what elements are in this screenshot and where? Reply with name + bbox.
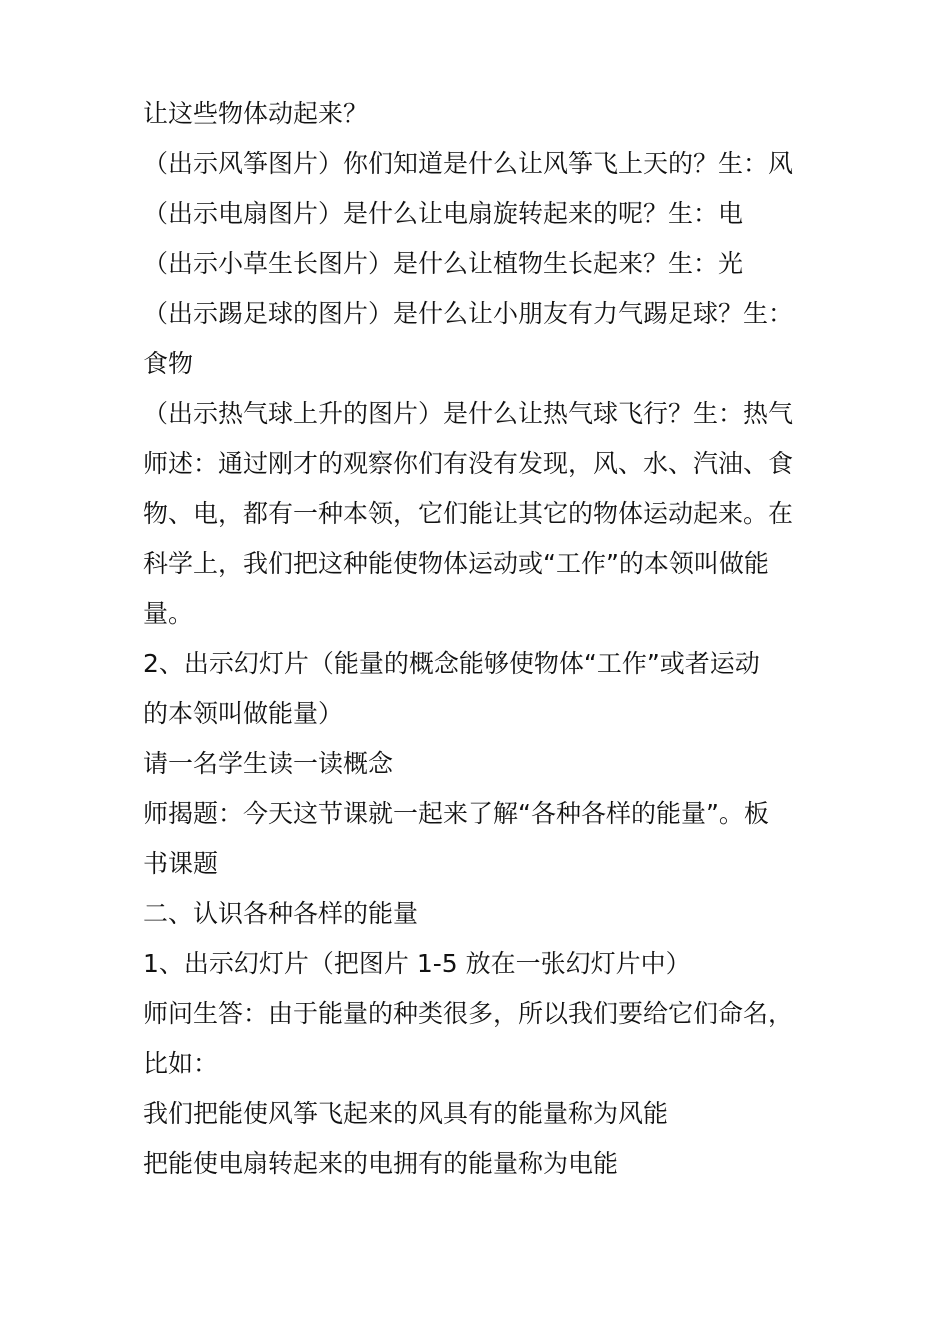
text-line: （出示风筝图片）你们知道是什么让风筝飞上天的？生：风: [143, 149, 794, 178]
text-line: （出示踢足球的图片）是什么让小朋友有力气踢足球？生：: [143, 299, 794, 328]
text-line: 的本领叫做能量）: [143, 699, 344, 728]
text-line: 2、出示幻灯片（能量的概念能够使物体“工作”或者运动: [143, 649, 760, 678]
text-line: 比如：: [143, 1049, 219, 1078]
text-line: 物、电，都有一种本领，它们能让其它的物体运动起来。在: [143, 499, 794, 528]
document-body: [143, 89, 811, 1189]
text-line: （出示小草生长图片）是什么让植物生长起来？生：光: [143, 249, 744, 278]
text-line: （出示热气球上升的图片）是什么让热气球飞行？生：热气: [143, 399, 794, 428]
section-heading: 二、认识各种各样的能量: [143, 899, 419, 928]
text-line: 1、出示幻灯片（把图片 1-5 放在一张幻灯片中）: [143, 949, 691, 978]
text-line: 让这些物体动起来？: [143, 99, 369, 128]
text-line: （出示电扇图片）是什么让电扇旋转起来的呢？生：电: [143, 199, 744, 228]
text-line: 师问生答：由于能量的种类很多，所以我们要给它们命名，: [143, 999, 794, 1028]
text-line: 书课题: [143, 849, 219, 878]
text-line: 师揭题：今天这节课就一起来了解“各种各样的能量”。板: [143, 799, 769, 828]
text-line: 食物: [143, 349, 194, 378]
text-line: 把能使电扇转起来的电拥有的能量称为电能: [143, 1149, 619, 1178]
text-line: 请一名学生读一读概念: [143, 749, 394, 778]
text-line: 师述：通过刚才的观察你们有没有发现，风、水、汽油、食: [143, 449, 794, 478]
text-line: 我们把能使风筝飞起来的风具有的能量称为风能: [143, 1099, 669, 1128]
text-line: 量。: [143, 599, 194, 628]
text-line: 科学上，我们把这种能使物体运动或“工作”的本领叫做能: [143, 549, 769, 578]
